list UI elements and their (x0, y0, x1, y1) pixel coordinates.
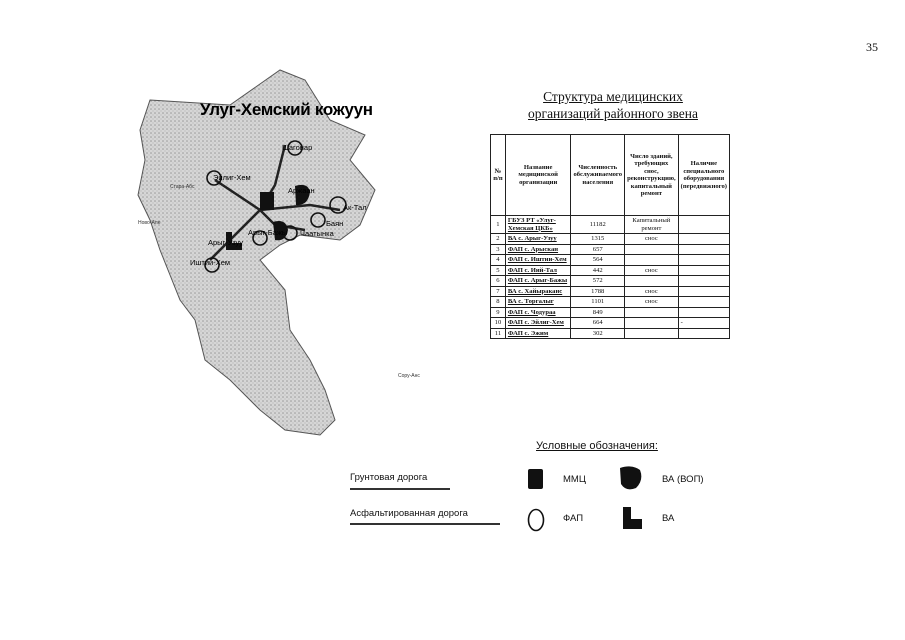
cell-num: 9 (491, 307, 506, 318)
cell-name: ФАП с. Эйлиг-Хем (505, 318, 571, 329)
table-row (491, 234, 730, 245)
cell-equip (678, 328, 729, 339)
cell-status: Капитальный ремонт (625, 216, 679, 234)
table-row (491, 307, 730, 318)
cell-pop: 1101 (571, 297, 625, 308)
cell-num: 2 (491, 234, 506, 245)
cell-num: 4 (491, 255, 506, 266)
legend-va-vop-label: ВА (ВОП) (662, 474, 704, 485)
cell-name: ВА с. Торгалыг (505, 297, 571, 308)
cell-name: ФАП с. Иштии-Хем (505, 255, 571, 266)
cell-pop: 11182 (571, 216, 625, 234)
legend-dirt-road-label: Грунтовая дорога (350, 472, 428, 483)
map-label-bayy: Баян (326, 219, 344, 228)
cell-pop: 1315 (571, 234, 625, 245)
table-row (491, 328, 730, 339)
cell-pop: 664 (571, 318, 625, 329)
map-label-iyshyr: Иштии-Хем (190, 258, 231, 267)
map-title: Улуг-Хемский кожуун (200, 100, 373, 119)
cell-pop: 849 (571, 307, 625, 318)
cell-num: 5 (491, 265, 506, 276)
map-label-small-1: Стара-Абс (170, 184, 195, 190)
table-row (491, 216, 730, 234)
cell-equip (678, 244, 729, 255)
cell-status: снос (625, 265, 679, 276)
table-title-line2: организаций районного звена (528, 106, 698, 121)
cell-name: ФАП с. Арыг-Бажы (505, 276, 571, 287)
cell-equip (678, 216, 729, 234)
legend-dirt-road-line (350, 488, 450, 490)
col-name: Название медицинской организации (505, 135, 571, 216)
table-row (491, 286, 730, 297)
cell-name: ГБУЗ РТ «Улуг-Хемская ЦКБ» (505, 216, 571, 234)
legend-paved-road-label: Асфальтированная дорога (350, 508, 468, 519)
col-status: Число зданий, требующих снос, реконструкцию, капитальный ремонт (625, 135, 679, 216)
cell-num: 6 (491, 276, 506, 287)
cell-pop: 1788 (571, 286, 625, 297)
cell-equip: - (678, 318, 729, 329)
cell-equip (678, 265, 729, 276)
table-title-line1: Структура медицинских (543, 89, 683, 104)
cell-equip (678, 276, 729, 287)
cell-status (625, 255, 679, 266)
cell-equip (678, 297, 729, 308)
fap-legend-icon (526, 507, 546, 533)
legend-va-label: ВА (662, 513, 675, 524)
cell-pop: 564 (571, 255, 625, 266)
cell-num: 10 (491, 318, 506, 329)
cell-status (625, 276, 679, 287)
cell-name: ФАП с. Чодураа (505, 307, 571, 318)
cell-status (625, 307, 679, 318)
col-num: № п/п (491, 135, 506, 216)
legend-mmc-label: ММЦ (563, 474, 586, 485)
map-label-arybaa: Арыг-Бажы (248, 228, 288, 237)
table-header-row (491, 135, 730, 216)
cell-num: 7 (491, 286, 506, 297)
cell-num: 1 (491, 216, 506, 234)
cell-pop: 302 (571, 328, 625, 339)
map-label-small-2: Ново-Але (138, 220, 161, 226)
table-row (491, 244, 730, 255)
cell-status: снос (625, 234, 679, 245)
map-label-arzhaan: Аржаан (288, 186, 315, 195)
cell-name: ФАП с. Эжим (505, 328, 571, 339)
cell-status (625, 318, 679, 329)
table-row (491, 276, 730, 287)
cell-equip (678, 234, 729, 245)
map-label-eylig-khem: Эйлиг-Хем (213, 173, 251, 182)
table-title (502, 88, 724, 122)
table-row (491, 255, 730, 266)
map-label-arbyzhyn: Арыг-Узуу (208, 238, 243, 247)
cell-status: снос (625, 297, 679, 308)
legend-title: Условные обозначения: (536, 440, 658, 452)
col-equip: Наличие специального оборудования (передвижного) (678, 135, 729, 216)
page-number: 35 (866, 40, 878, 54)
map-label-small-5: Сору-Анс (398, 373, 420, 379)
cell-status: снос (625, 286, 679, 297)
va-legend-icon (622, 506, 644, 530)
cell-equip (678, 286, 729, 297)
district-outline (138, 70, 375, 435)
map-label-ak-tal: Ак-Тал (343, 203, 367, 212)
cell-status (625, 244, 679, 255)
cell-num: 8 (491, 297, 506, 308)
map-label-shagonar: Шагонар (282, 143, 313, 152)
cell-pop: 657 (571, 244, 625, 255)
map-label-chaatynka: Чаатынка (300, 229, 334, 238)
legend-paved-road-line (350, 523, 500, 525)
table-row (491, 265, 730, 276)
cell-name: ВА с. Арыг-Узуу (505, 234, 571, 245)
va-vop-legend-icon (618, 464, 644, 492)
cell-equip (678, 255, 729, 266)
cell-num: 11 (491, 328, 506, 339)
cell-pop: 442 (571, 265, 625, 276)
col-pop: Численность обслуживаемого населения (571, 135, 625, 216)
mmc-marker (260, 192, 274, 210)
cell-name: ФАП с. Арыскан (505, 244, 571, 255)
organizations-table (490, 134, 730, 339)
cell-pop: 572 (571, 276, 625, 287)
table-row (491, 318, 730, 329)
cell-name: ФАП с. Иий-Тал (505, 265, 571, 276)
cell-name: ВА с. Хайыраканс (505, 286, 571, 297)
cell-status (625, 328, 679, 339)
cell-equip (678, 307, 729, 318)
mmc-legend-icon (527, 468, 545, 490)
legend-fap-label: ФАП (563, 513, 584, 524)
cell-num: 3 (491, 244, 506, 255)
table-row (491, 297, 730, 308)
